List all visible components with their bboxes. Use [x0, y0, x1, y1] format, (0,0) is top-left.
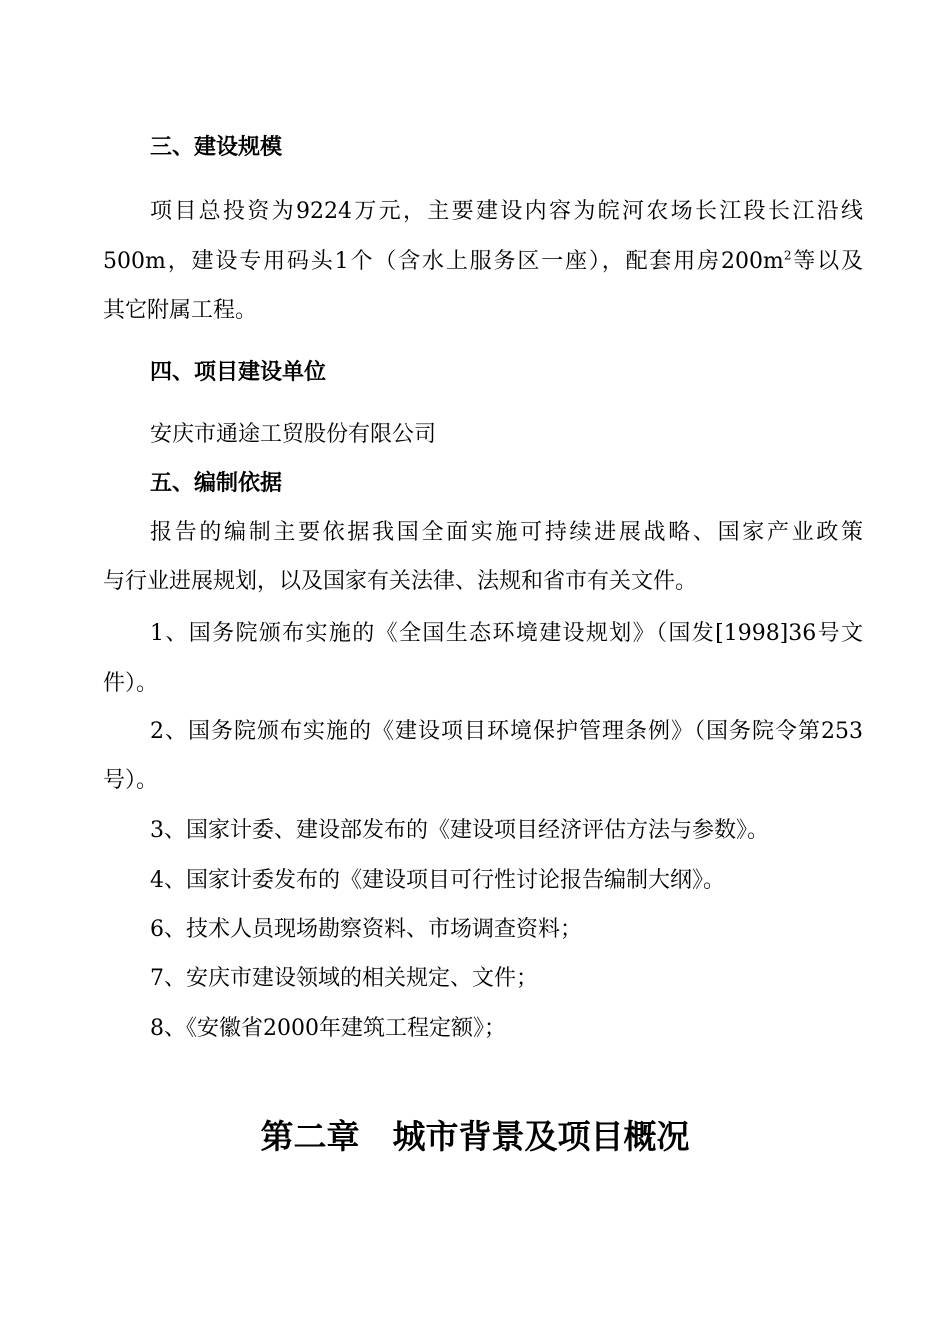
- section-3-text-b: 等以及: [791, 249, 863, 274]
- basis-item-3: 3、国家计委、建设部发布的《建设项目经济评估方法与参数》。: [150, 818, 769, 843]
- company-name: 安庆市通途工贸股份有限公司: [150, 422, 437, 447]
- section-3-paragraph-line-3: 其它附属工程。: [103, 298, 258, 323]
- superscript-2: 2: [783, 248, 792, 263]
- basis-item-1-line-1: 1、国务院颁布实施的《全国生态环境建设规划》（国发[1998]36号文: [150, 621, 863, 646]
- basis-intro-line-2: 与行业进展规划，以及国家有关法律、法规和省市有关文件。: [103, 569, 698, 594]
- section-5-heading: 五、编制依据: [150, 471, 283, 496]
- basis-item-7: 7、安庆市建设领域的相关规定、文件；: [150, 966, 538, 991]
- basis-intro-line-1: 报告的编制主要依据我国全面实施可持续进展战略、国家产业政策: [150, 520, 863, 545]
- basis-item-8: 8、《安徽省2000年建筑工程定额》；: [150, 1016, 506, 1041]
- section-4-heading: 四、项目建设单位: [150, 360, 327, 385]
- section-3-paragraph-line-2: [103, 247, 863, 277]
- section-3-paragraph-line-1: 项目总投资为9224万元，主要建设内容为皖河农场长江段长江沿线: [150, 199, 863, 224]
- basis-item-1-line-2: 件）。: [103, 671, 159, 696]
- basis-item-2-line-1: 2、国务院颁布实施的《建设项目环境保护管理条例》（国务院令第253: [150, 719, 863, 744]
- basis-item-4: 4、国家计委发布的《建设项目可行性讨论报告编制大纲》。: [150, 868, 725, 893]
- basis-item-6: 6、技术人员现场勘察资料、市场调查资料；: [150, 917, 582, 942]
- basis-item-2-line-2: 号）。: [103, 768, 159, 793]
- chapter-2-title: 第二章 城市背景及项目概况: [260, 1117, 690, 1156]
- section-3-heading: 三、建设规模: [150, 135, 283, 160]
- section-3-text-a: 500m，建设专用码头1个（含水上服务区一座），配套用房200m: [103, 249, 784, 274]
